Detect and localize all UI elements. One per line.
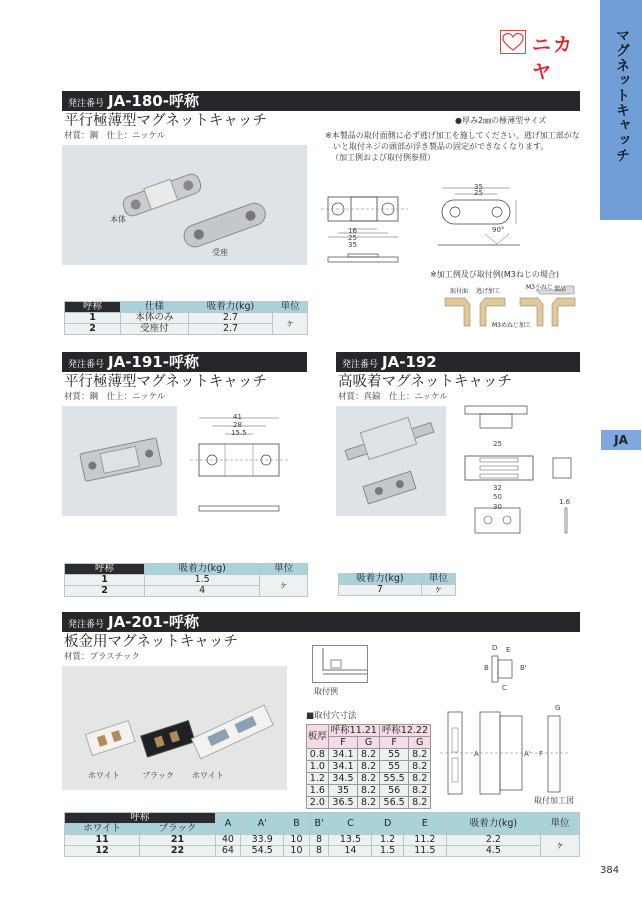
table-row: 1 1.5 ヶ <box>65 575 308 586</box>
dim-label: 90° <box>492 226 505 234</box>
table-row: 2.0 36.5 8.2 56.5 8.2 <box>307 797 431 809</box>
product-title: 高吸着マグネットキャッチ <box>338 374 512 390</box>
order-code: JA-180-呼称 <box>108 92 199 110</box>
technical-drawing-ja192: 25 32 50 30 1.6 <box>455 398 580 548</box>
installation-notes: ※本製品の取付面側に必ず逃げ加工を施してください。逃げ加工部がな いと取付ネジの頭部が浮き製品の固定ができなくなります。 （加工例および取付例参照） <box>325 131 580 162</box>
photo-label-white: ホワイト <box>88 771 120 780</box>
product-material: 材質：プラスチック <box>64 652 140 662</box>
section-header-ja192: 発注番号 JA-192 <box>336 352 580 372</box>
product-title: 平行極薄型マグネットキャッチ <box>64 113 267 129</box>
table-row: 1.2 34.5 8.2 55.5 8.2 <box>307 773 431 785</box>
processing-example-title: ※加工例及び取付例(M3ねじの場合) <box>430 270 559 279</box>
hole-dimension-table: 板厚 呼称11.21 呼称12.22 F G F G 0.8 34.1 8.2 55 8.2 1.0 34.1 8.2 55 8.2 1.2 34.5 8.2 55.5 8.2 1.6 35 8.2 56 8.2 2.0 36.5 8.2 56.5 8.2 <box>306 724 431 809</box>
technical-drawing-body <box>318 185 418 275</box>
feature-note: ●厚み2㎜の極薄型サイズ <box>455 116 547 125</box>
product-photo-ja201 <box>62 666 287 790</box>
table-row: 1.6 35 8.2 56 8.2 <box>307 785 431 797</box>
product-photo-ja191 <box>62 406 177 516</box>
page-number: 384 <box>600 865 620 876</box>
spec-table-ja201: 呼称 A A' B B' C D E 吸着力(kg) 単位 ホワイト ブラック 11 21 40 33.9 10 8 13.5 1.2 11.2 2.2 ヶ 12 22 64 54.5 10 8 14 1.5 11.5 4.5 <box>64 812 580 857</box>
section-header-ja191: 発注番号 JA-191-呼称 <box>62 352 307 372</box>
product-material: 材質：鋼 仕上：ニッケル <box>64 392 166 402</box>
technical-drawing-ja191: 41 28 15.5 <box>185 410 300 520</box>
section-header-ja180 <box>62 91 580 111</box>
category-side-tab <box>600 0 642 220</box>
product-photo-ja192 <box>336 406 446 516</box>
photo-label-body: 本体 <box>110 215 126 224</box>
table-row: 12 22 64 54.5 10 8 14 1.5 11.5 4.5 <box>65 846 580 857</box>
technical-drawing-plate <box>430 182 540 252</box>
mount-example-caption: 取付例 <box>314 687 338 696</box>
table-row: 11 21 40 33.9 10 8 13.5 1.2 11.2 2.2 ヶ <box>65 835 580 846</box>
dim-label: 16 <box>348 227 357 235</box>
brand-name: ニカヤ <box>532 34 575 83</box>
heart-outline-icon <box>500 30 526 54</box>
technical-drawing-ja201: D E B B' C A A' F G <box>440 640 590 810</box>
dim-label: 25 <box>348 234 357 242</box>
table-row: 0.8 34.1 8.2 55 8.2 <box>307 749 431 761</box>
hole-table-title: ■取付穴寸法 <box>306 711 357 721</box>
table-row: 2 受座付 2.7 <box>65 324 308 335</box>
photo-label-white: ホワイト <box>192 771 224 780</box>
spec-table-ja192: 吸着力(kg) 単位 7 ヶ <box>338 573 456 596</box>
order-number-label: 発注番号 <box>68 99 105 109</box>
product-title: 板金用マグネットキャッチ <box>64 634 238 650</box>
dim-label: 25 <box>474 189 483 197</box>
product-title: 平行極薄型マグネットキャッチ <box>64 374 267 390</box>
section-index-tab[interactable]: JA <box>601 430 641 450</box>
category-label: マグネットキャッチ <box>614 28 630 163</box>
brand-logo <box>500 30 590 83</box>
spec-table-ja180: 呼称 仕様 吸着力(kg) 単位 1 本体のみ 2.7 ヶ 2 受座付 2.7 <box>64 301 308 335</box>
product-material: 材質：真鍮 仕上：ニッケル <box>338 392 448 402</box>
dim-label: 35 <box>474 183 483 191</box>
processing-example-drawing: 取付面 逃げ加工 M3小ねじ 製品 M3めねじ加工 <box>440 282 580 330</box>
table-row: 7 ヶ <box>339 585 456 596</box>
mount-example-drawing <box>312 645 368 683</box>
product-material: 材質：鋼 仕上：ニッケル <box>64 131 166 141</box>
table-row: 1.0 34.1 8.2 55 8.2 <box>307 761 431 773</box>
photo-label-plate: 受座 <box>212 248 228 257</box>
dim-label: 35 <box>348 241 357 249</box>
spec-table-ja191: 呼称 吸着力(kg) 単位 1 1.5 ヶ 2 4 <box>64 563 308 597</box>
photo-label-black: ブラック <box>142 771 174 780</box>
table-row: 1 本体のみ 2.7 ヶ <box>65 313 308 324</box>
table-row: 2 4 <box>65 586 308 597</box>
section-header-ja201: 発注番号 JA-201-呼称 <box>62 612 580 632</box>
processing-caption: 取付加工図 <box>534 796 574 805</box>
product-photo-ja180 <box>62 145 307 265</box>
